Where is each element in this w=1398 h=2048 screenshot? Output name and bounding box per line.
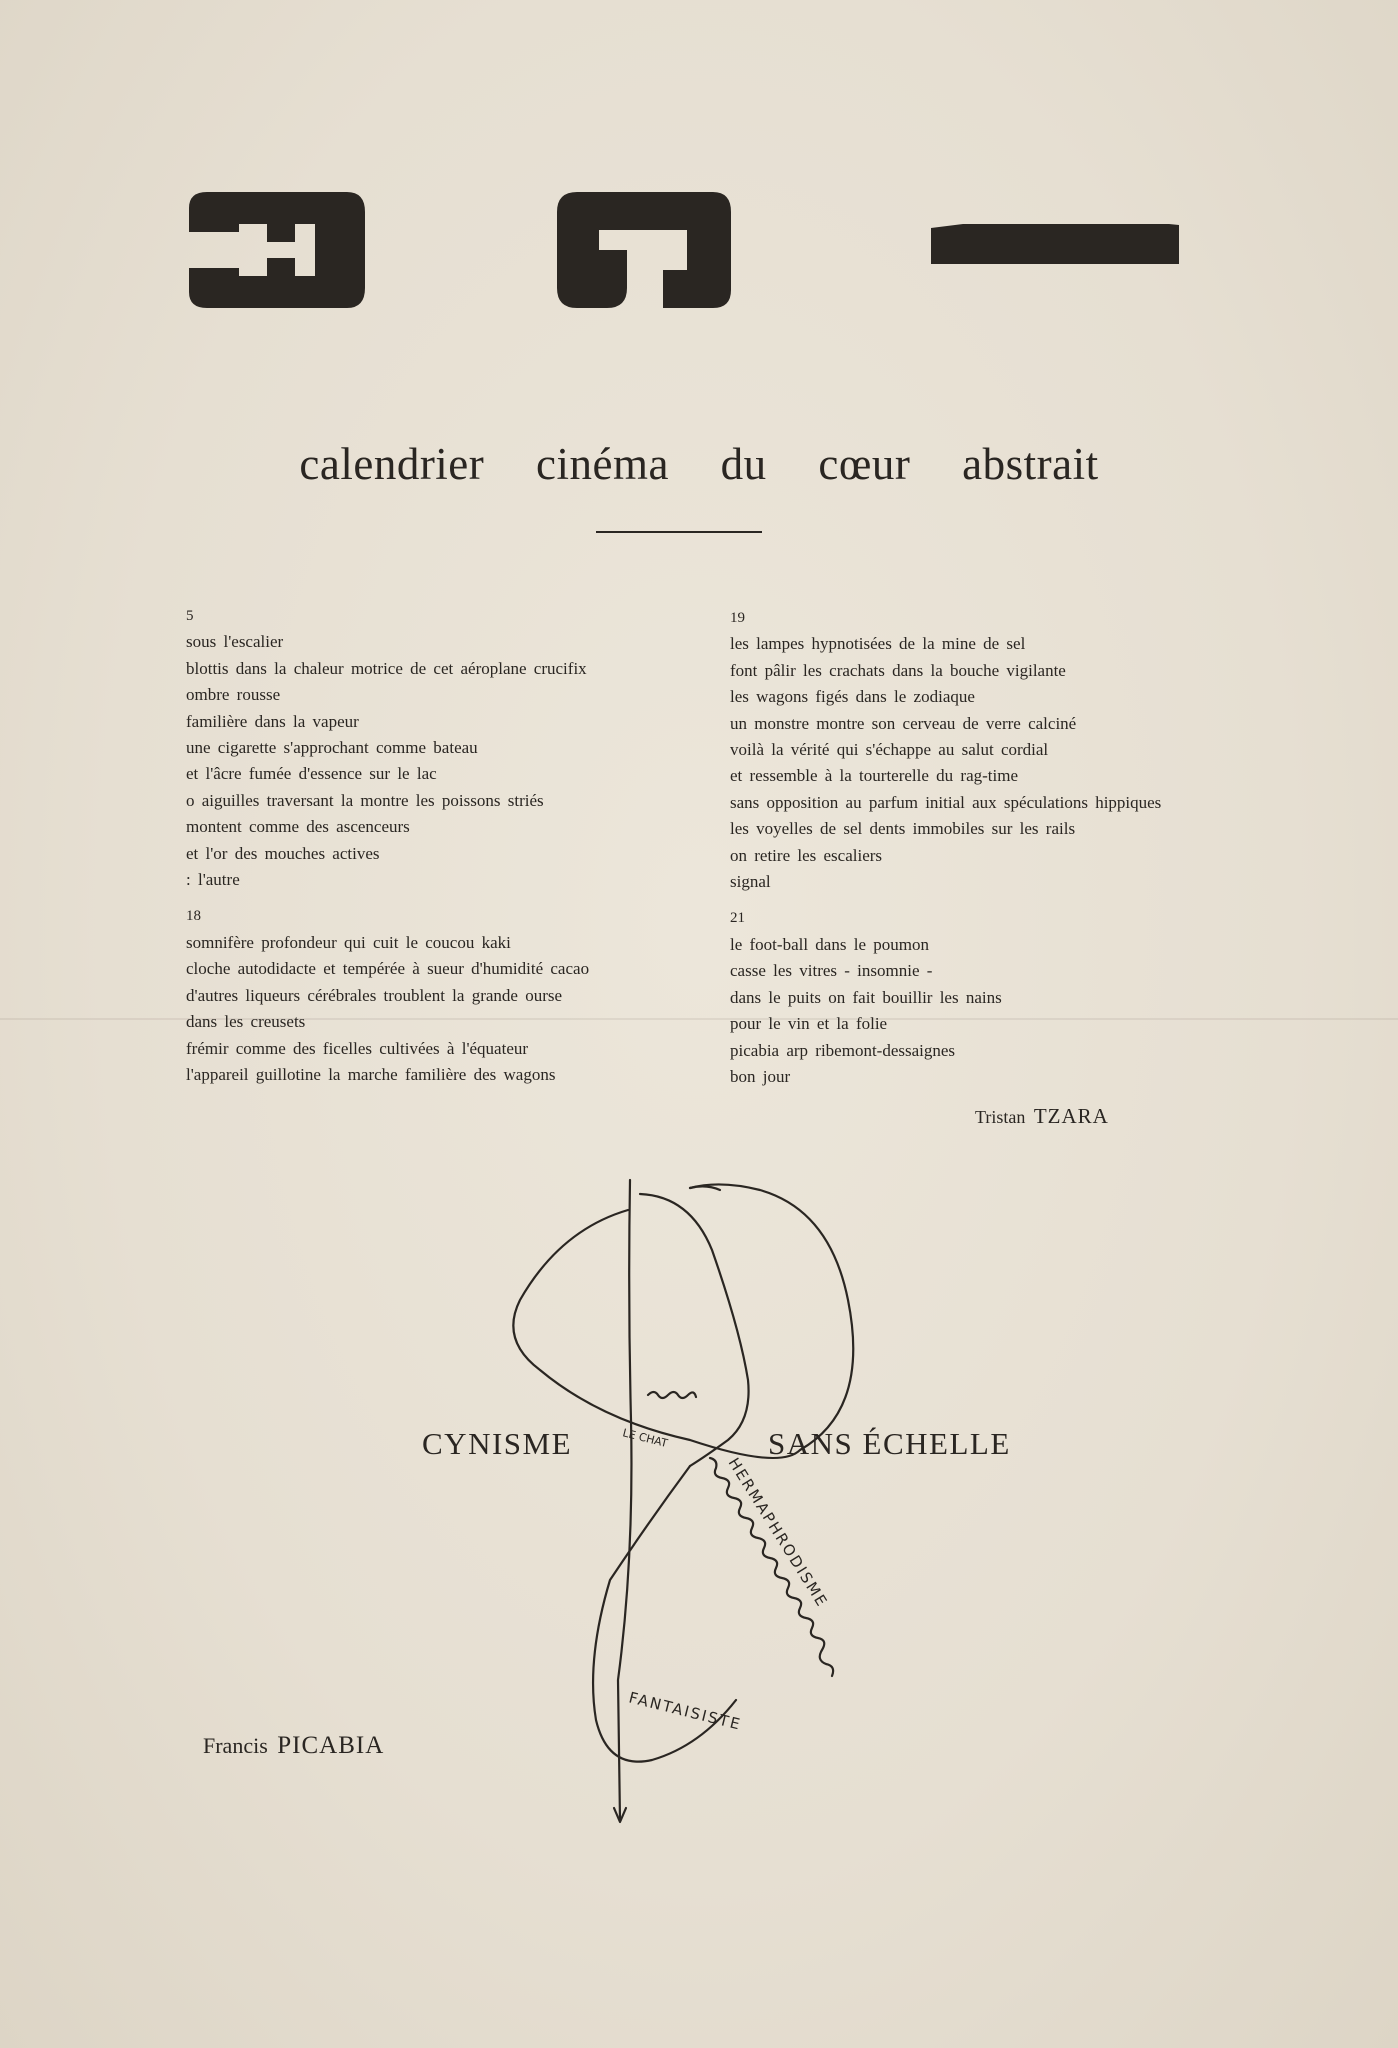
poem-line: somnifère profondeur qui cuit le coucou kaki	[186, 932, 511, 952]
poem-line: l'appareil guillotine la marche familière des wagons	[186, 1064, 556, 1084]
drawing-stem-arrow	[614, 1808, 626, 1822]
drawing-top-hook	[690, 1186, 720, 1190]
masthead-logo	[185, 190, 1185, 310]
poem-line: casse les vitres - insomnie -	[730, 961, 933, 981]
label-le-chat: LE CHAT	[621, 1426, 669, 1451]
poem-line: o aiguilles traversant la montre les poissons striés	[186, 790, 544, 810]
poem-line: pour le vin et la folie	[730, 1014, 888, 1034]
signature-last-name: PICABIA	[277, 1732, 385, 1759]
section-number: 18	[186, 908, 201, 925]
masthead-digit-1	[931, 224, 1179, 264]
poem-line: montent comme des ascenceurs	[186, 817, 410, 837]
poem-line: picabia arp ribemont-dessaignes	[730, 1040, 956, 1060]
poem-line: sous l'escalier	[186, 632, 284, 652]
poem-line: d'autres liqueurs cérébrales troublent la grande ourse	[186, 985, 563, 1005]
signature-first-name: Francis	[203, 1733, 268, 1758]
poem-line: : l'autre	[186, 870, 240, 890]
section-number: 21	[730, 910, 745, 927]
poem-line: cloche autodidacte et tempérée à sueur d'humidité cacao	[186, 959, 590, 979]
label-fantaisiste: FANTAISISTE	[627, 1688, 744, 1734]
drawing-inner-curve	[640, 1194, 749, 1466]
label-hermaphrodisme: HERMAPHRODISME	[724, 1454, 832, 1611]
poem-title: calendrier cinéma du cœur abstrait	[299, 439, 1099, 489]
poem-line: les lampes hypnotisées de la mine de sel	[730, 634, 1026, 654]
drawing-lower-loop	[593, 1466, 736, 1762]
poem-left-column	[186, 603, 589, 1088]
section-number: 19	[730, 610, 745, 626]
poem-line: voilà la vérité qui s'échappe au salut cordial	[730, 740, 1049, 760]
poem-line: blottis dans la chaleur motrice de cet aéroplane crucifix	[186, 658, 587, 678]
signature-last-name: TZARA	[1033, 1104, 1109, 1128]
drawing-vertical-stem	[618, 1180, 631, 1820]
poem-line: et ressemble à la tourterelle du rag-time	[730, 766, 1018, 786]
masthead-391	[185, 190, 1185, 310]
title-rule	[596, 531, 762, 533]
masthead-digit-9	[557, 192, 731, 308]
poem-line: on retire les escaliers	[730, 845, 883, 865]
poem-line: dans le puits on fait bouillir les nains	[730, 987, 1002, 1007]
poem-right-column	[730, 605, 1161, 1090]
drawing-spring-long	[710, 1458, 833, 1676]
poem-line: le foot-ball dans le poumon	[730, 934, 929, 954]
section-gap	[186, 893, 589, 903]
poem-line: et l'âcre fumée d'essence sur le lac	[186, 764, 437, 784]
masthead-digit-3	[189, 192, 365, 308]
poem-line: ombre rousse	[186, 685, 281, 705]
poem-line: une cigarette s'approchant comme bateau	[186, 738, 478, 758]
poem-line: et l'or des mouches actives	[186, 843, 380, 863]
signature-picabia	[203, 1732, 384, 1760]
signature-tzara	[975, 1104, 1109, 1129]
poem-line: font pâlir les crachats dans la bouche vigilante	[730, 660, 1066, 680]
label-cynisme: CYNISME	[422, 1426, 573, 1461]
poem-line: sans opposition au parfum initial aux spéculations hippiques	[730, 792, 1162, 812]
poem-line: dans les creusets	[186, 1012, 306, 1032]
label-sans-echelle: SANS ÉCHELLE	[768, 1426, 1011, 1461]
poem-line: familière dans la vapeur	[186, 711, 359, 731]
section-number: 5	[186, 608, 194, 624]
drawing-outer-loop	[513, 1184, 853, 1458]
poem-line: frémir comme des ficelles cultivées à l'équateur	[186, 1038, 529, 1058]
signature-first-name: Tristan	[975, 1107, 1026, 1127]
section-gap	[730, 895, 1161, 905]
drawing-spring-small	[648, 1392, 696, 1398]
poem-line: les wagons figés dans le zodiaque	[730, 687, 975, 707]
poem-line: un monstre montre son cerveau de verre calciné	[730, 713, 1077, 733]
poem-line: les voyelles de sel dents immobiles sur les rails	[730, 819, 1076, 839]
poem-line: signal	[730, 872, 771, 892]
poem-line: bon jour	[730, 1066, 791, 1086]
